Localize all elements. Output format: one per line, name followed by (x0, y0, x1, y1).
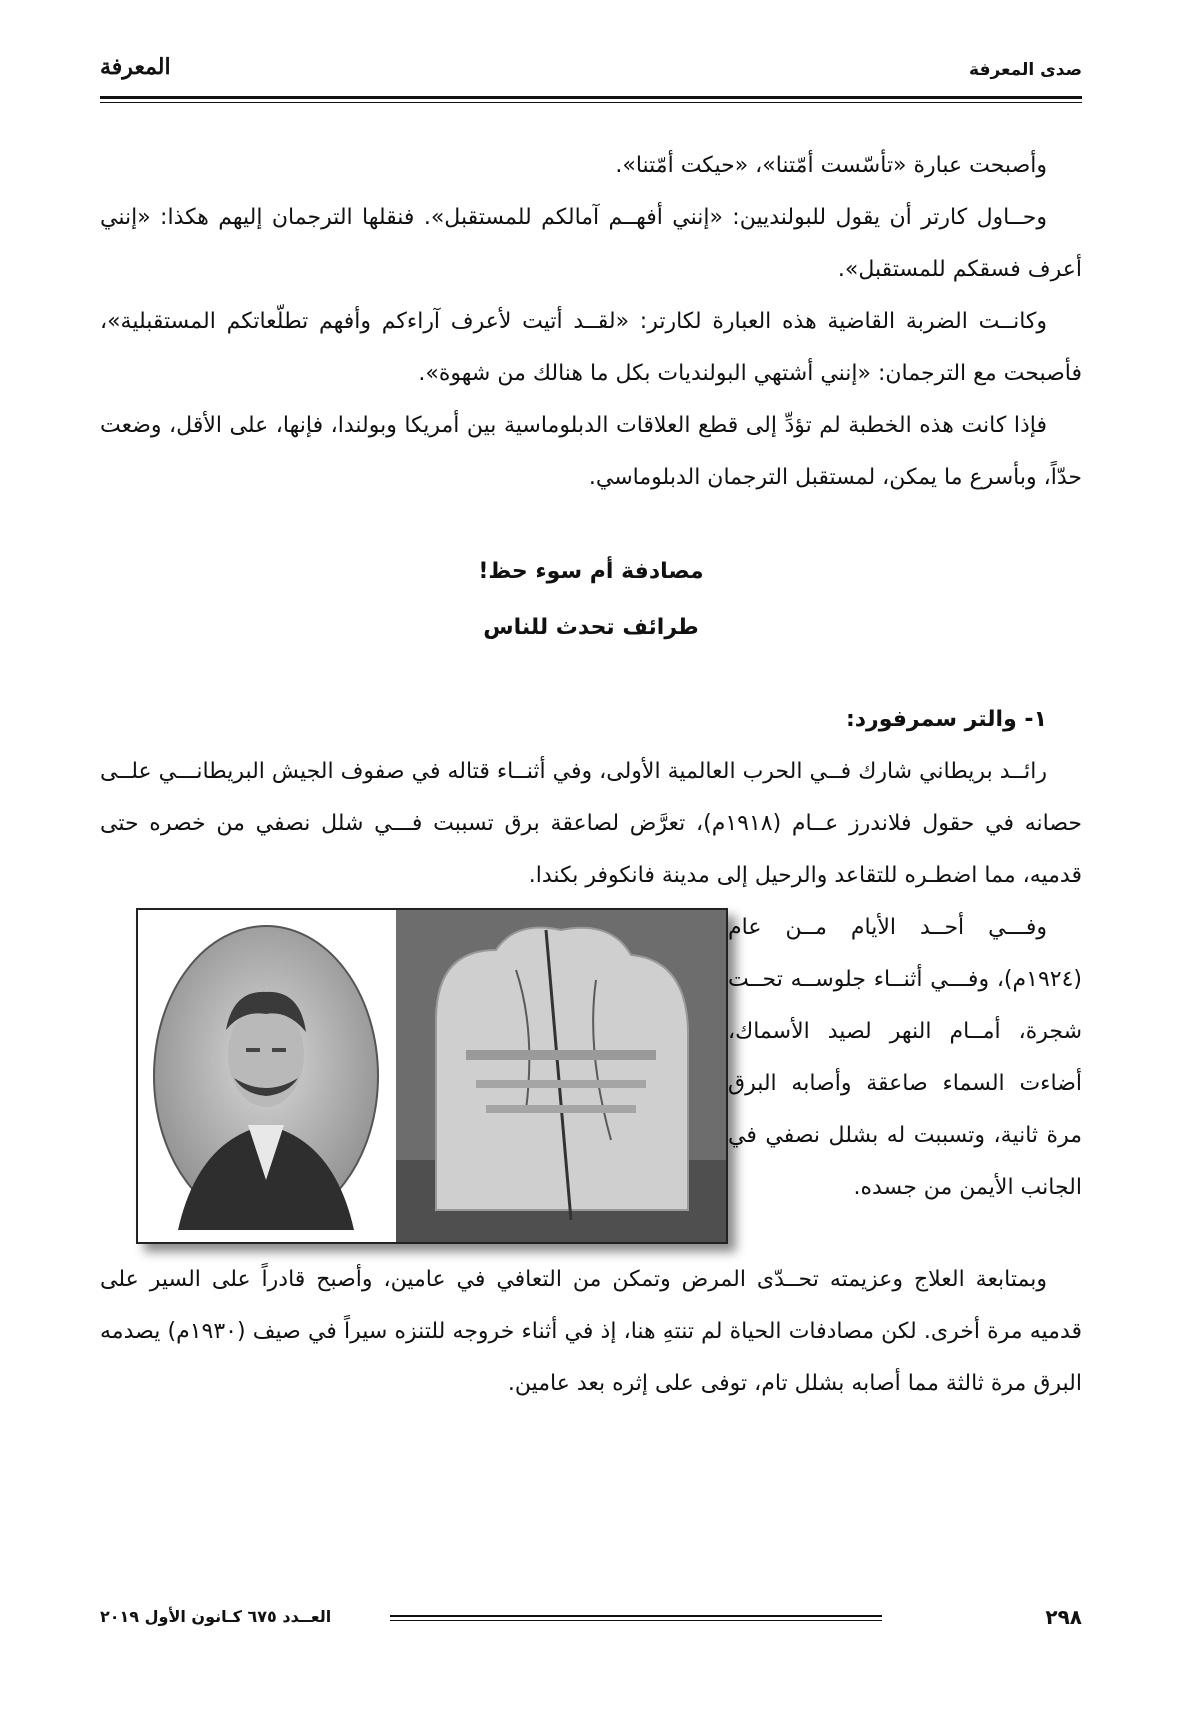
section-title: صدى المعرفة (969, 60, 1082, 80)
footer-rule-thin (390, 1620, 882, 1621)
portrait-photo (138, 910, 396, 1242)
footer-rule-thick (390, 1615, 882, 1617)
paragraph: رائــد بريطاني شارك فــي الحرب العالمية الأولى، وفي أثنــاء قتاله في صفوف الجيش البريطانـــي علــى حصانه في حقول فلاندرز عــام (١٩١٨م)، تعرَّض لصاعقة برق تسببت فـــي شلل نصفي من خصره حتى قدميه، مما اضطـره للتقاعد والرحيل إلى مدينة فانكوفر بكندا. (100, 759, 1082, 888)
issue-info: العــدد ٦٧٥ كـانون الأول ٢٠١٩ (100, 1607, 332, 1626)
paragraph: وكانــت الضربة القاضية هذه العبارة لكارتر: «لقــد أتيت لأعرف آراءكم وأفهم تطلّعاتكم المستقبلية»، فأصبحت مع الترجمان: «إنني أشتهي البولنديات بكل ما هنالك من شهوة». (100, 309, 1082, 386)
image-text-block (100, 902, 1082, 1254)
header-rule-thin (100, 102, 1082, 103)
gravestone-photo (396, 910, 726, 1242)
paragraph: وحــاول كارتر أن يقول للبولنديين: «إنني أفهــم آمالكم للمستقبل». فنقلها الترجمان إليهم هكذا: «إنني أعرف فسقكم للمستقبل». (100, 205, 1082, 282)
subheading: ١- والتر سمرفورد: (845, 707, 1047, 732)
section-heading (100, 544, 1082, 656)
page-number: ٢٩٨ (1045, 1605, 1082, 1629)
article-body (100, 140, 1082, 1410)
heading-line-2: طرائف تحدث للناس (483, 615, 699, 640)
paragraph: وفـــي أحــد الأيام مــن عام (١٩٢٤م)، وفـــي أثنــاء جلوســه تحــت شجرة، أمــام النهر لصيد الأسماك، أضاءت السماء صاعقة وأصابه البرق مرة ثانية، وتسببت له بشلل نصفي في الجانب الأيمن من جسده. (728, 915, 1082, 1200)
article-photo (136, 908, 728, 1244)
paragraph: وأصبحت عبارة «تأسّست أمّتنا»، «حيكت أمّتنا». (615, 153, 1047, 178)
page-header (100, 50, 1082, 96)
page-footer (100, 1605, 1082, 1635)
paragraph: وبمتابعة العلاج وعزيمته تحــدّى المرض وتمكن من التعافي في عامين، وأصبح قادراً على السير على قدميه مرة أخرى. لكن مصادفات الحياة لم تنتهِ هنا، إذ في أثناء خروجه للتنزه سيراً في صيف (١٩٣٠م) يصدمه البرق مرة ثالثة مما أصابه بشلل تام، توفى على إثره بعد عامين. (100, 1267, 1083, 1396)
header-rule-thick (100, 96, 1082, 99)
heading-line-1: مصادفة أم سوء حظ! (478, 559, 704, 584)
magazine-logo: المعرفة (100, 54, 171, 80)
paragraph: فإذا كانت هذه الخطبة لم تؤدِّ إلى قطع العلاقات الدبلوماسية بين أمريكا وبولندا، فإنها، على الأقل، وضعت حدّاً، وبأسرع ما يمكن، لمستقبل الترجمان الدبلوماسي. (100, 413, 1082, 490)
